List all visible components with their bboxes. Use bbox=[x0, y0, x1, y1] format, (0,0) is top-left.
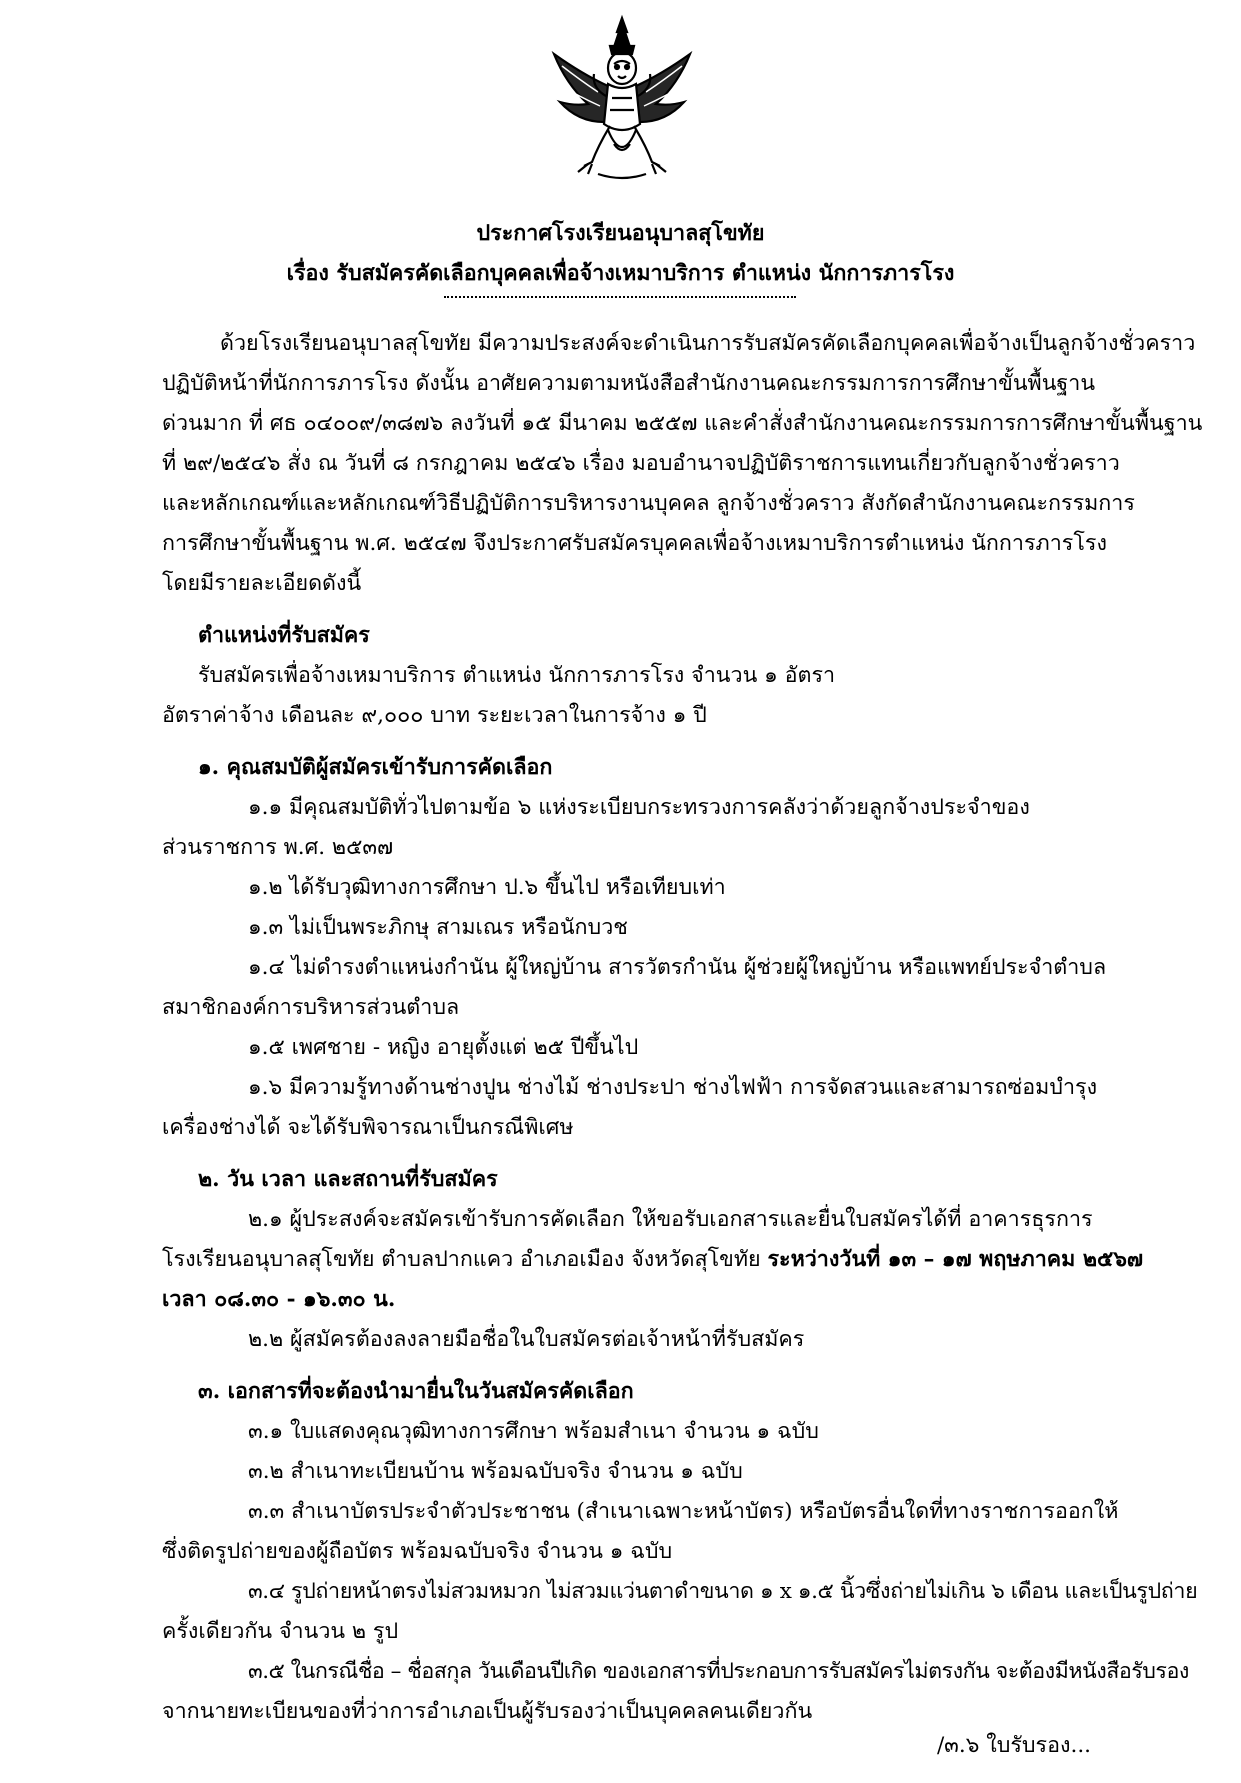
section-1-heading: ๑. คุณสมบัติผู้สมัครเข้ารับการคัดเลือก bbox=[198, 755, 553, 780]
intro-line: โดยมีรายละเอียดดังนี้ bbox=[162, 571, 362, 596]
garuda-emblem-icon bbox=[548, 14, 696, 182]
section-3-item: ๓.๑ ใบแสดงคุณวุฒิทางการศึกษา พร้อมสำเนา จำนวน ๑ ฉบับ bbox=[248, 1419, 819, 1444]
section-1-item: ๑.๑ มีคุณสมบัติทั่วไปตามข้อ ๖ แห่งระเบียบกระทรวงการคลังว่าด้วยลูกจ้างประจำของ bbox=[248, 795, 1030, 820]
dotted-divider bbox=[444, 296, 796, 298]
section-2-heading: ๒. วัน เวลา และสถานที่รับสมัคร bbox=[198, 1167, 498, 1192]
intro-line: และหลักเกณฑ์และหลักเกณฑ์วิธีปฏิบัติการบริหารงานบุคคล ลูกจ้างชั่วคราว สังกัดสำนักงานคณะกรรมการ bbox=[162, 491, 1135, 516]
section-2-dates: ระหว่างวันที่ ๑๓ – ๑๗ พฤษภาคม ๒๕๖๗ bbox=[767, 1247, 1144, 1272]
section-3-item: ๓.๔ รูปถ่ายหน้าตรงไม่สวมหมวก ไม่สวมแว่นตาดำขนาด ๑ x ๑.๕ นิ้วซึ่งถ่ายไม่เกิน ๖ เดือน และเป็นรูปถ่าย bbox=[248, 1579, 1198, 1604]
section-3-item-cont: ซึ่งติดรูปถ่ายของผู้ถือบัตร พร้อมฉบับจริง จำนวน ๑ ฉบับ bbox=[162, 1539, 673, 1564]
section-1-item: ๑.๖ มีความรู้ทางด้านช่างปูน ช่างไม้ ช่างประปา ช่างไฟฟ้า การจัดสวนและสามารถซ่อมบำรุง bbox=[248, 1075, 1098, 1100]
position-line: รับสมัครเพื่อจ้างเหมาบริการ ตำแหน่ง นักการภารโรง จำนวน ๑ อัตรา bbox=[198, 663, 836, 688]
intro-line: การศึกษาขั้นพื้นฐาน พ.ศ. ๒๕๔๗ จึงประกาศรับสมัครบุคคลเพื่อจ้างเหมาบริการตำแหน่ง นักการภารโรง bbox=[162, 531, 1107, 556]
section-3-item-cont: จากนายทะเบียนของที่ว่าการอำเภอเป็นผู้รับรองว่าเป็นบุคคลคนเดียวกัน bbox=[162, 1699, 813, 1724]
section-1-item-cont: เครื่องช่างได้ จะได้รับพิจารณาเป็นกรณีพิเศษ bbox=[162, 1115, 574, 1140]
position-rate-line: อัตราค่าจ้าง เดือนละ ๙,๐๐๐ บาท ระยะเวลาในการจ้าง ๑ ปี bbox=[162, 703, 707, 728]
section-1-item: ๑.๒ ได้รับวุฒิทางการศึกษา ป.๖ ขึ้นไป หรือเทียบเท่า bbox=[248, 875, 726, 900]
section-2-item-cont bbox=[162, 1240, 1144, 1280]
section-2-item: ๒.๒ ผู้สมัครต้องลงลายมือชื่อในใบสมัครต่อเจ้าหน้าที่รับสมัคร bbox=[248, 1327, 805, 1352]
announcement-subject: เรื่อง รับสมัครคัดเลือกบุคคลเพื่อจ้างเหมาบริการ ตำแหน่ง นักการภารโรง bbox=[286, 261, 955, 286]
section-3-item-cont: ครั้งเดียวกัน จำนวน ๒ รูป bbox=[162, 1619, 399, 1644]
section-3-item: ๓.๒ สำเนาทะเบียนบ้าน พร้อมฉบับจริง จำนวน ๑ ฉบับ bbox=[248, 1459, 743, 1484]
page-continuation: /๓.๖ ใบรับรอง... bbox=[936, 1733, 1091, 1758]
section-1-item: ๑.๕ เพศชาย - หญิง อายุตั้งแต่ ๒๕ ปีขึ้นไป bbox=[248, 1035, 639, 1060]
section-2-item: ๒.๑ ผู้ประสงค์จะสมัครเข้ารับการคัดเลือก ให้ขอรับเอกสารและยื่นใบสมัครได้ที่ อาคารธุรการ bbox=[248, 1207, 1093, 1232]
section-2-location: โรงเรียนอนุบาลสุโขทัย ตำบลปากแคว อำเภอเมือง จังหวัดสุโขทัย bbox=[162, 1247, 768, 1272]
section-3-item: ๓.๕ ในกรณีชื่อ – ชื่อสกุล วันเดือนปีเกิด ของเอกสารที่ประกอบการรับสมัครไม่ตรงกัน จะต้องมีหนังสือรับรอง bbox=[248, 1659, 1189, 1684]
document-body bbox=[162, 324, 1203, 1732]
section-1-item: ๑.๔ ไม่ดำรงตำแหน่งกำนัน ผู้ใหญ่บ้าน สารวัตรกำนัน ผู้ช่วยผู้ใหญ่บ้าน หรือแพทย์ประจำตำบล bbox=[248, 955, 1107, 980]
section-3-heading: ๓. เอกสารที่จะต้องนำมายื่นในวันสมัครคัดเลือก bbox=[198, 1379, 634, 1404]
section-1-item: ๑.๓ ไม่เป็นพระภิกษุ สามเณร หรือนักบวช bbox=[248, 915, 628, 940]
position-heading: ตำแหน่งที่รับสมัคร bbox=[198, 623, 370, 648]
intro-line: ด้วยโรงเรียนอนุบาลสุโขทัย มีความประสงค์จะดำเนินการรับสมัครคัดเลือกบุคคลเพื่อจ้างเป็นลูกจ้างชั่วคราว bbox=[220, 331, 1196, 356]
section-1-item-cont: ส่วนราชการ พ.ศ. ๒๕๓๗ bbox=[162, 835, 394, 860]
section-2-time: เวลา ๐๘.๓๐ - ๑๖.๓๐ น. bbox=[162, 1287, 396, 1312]
intro-line: ด่วนมาก ที่ ศธ ๐๔๐๐๙/๓๘๗๖ ลงวันที่ ๑๕ มีนาคม ๒๕๕๗ และคำสั่งสำนักงานคณะกรรมการการศึกษาขั้นพื้นฐาน bbox=[162, 411, 1203, 436]
intro-line: ปฏิบัติหน้าที่นักการภารโรง ดังนั้น อาศัยความตามหนังสือสำนักงานคณะกรรมการการศึกษาขั้นพื้นฐาน bbox=[162, 371, 1096, 396]
announcement-title: ประกาศโรงเรียนอนุบาลสุโขทัย bbox=[476, 221, 765, 246]
intro-line: ที่ ๒๙/๒๕๔๖ สั่ง ณ วันที่ ๘ กรกฎาคม ๒๕๔๖ เรื่อง มอบอำนาจปฏิบัติราชการแทนเกี่ยวกับลูกจ้างชั่วคราว bbox=[162, 451, 1120, 476]
section-1-item-cont: สมาชิกองค์การบริหารส่วนตำบล bbox=[162, 995, 460, 1020]
section-3-item: ๓.๓ สำเนาบัตรประจำตัวประชาชน (สำเนาเฉพาะหน้าบัตร) หรือบัตรอื่นใดที่ทางราชการออกให้ bbox=[248, 1499, 1119, 1524]
